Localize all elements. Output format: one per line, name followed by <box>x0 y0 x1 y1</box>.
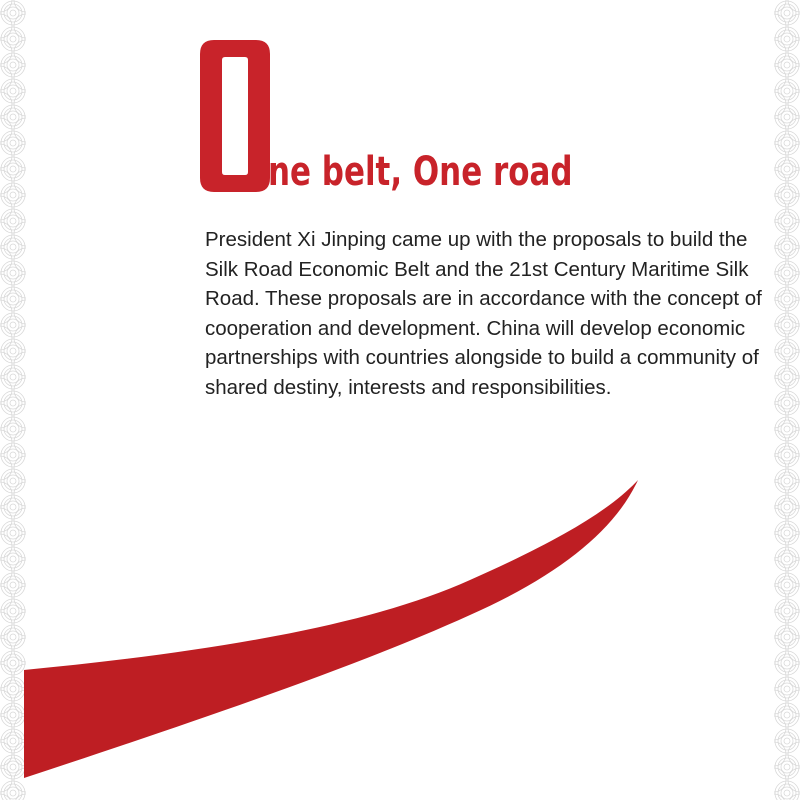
page-title: ne belt, One road <box>268 149 573 195</box>
body-paragraph: President Xi Jinping came up with the proposals to build the Silk Road Economic Belt and the 21st Century Maritime Silk Road. These proposals are in accordance with the concept of cooperation and development. China will develop economic partnerships with countries alongside to build a community of shared destiny, interests and responsibilities. <box>205 228 762 399</box>
